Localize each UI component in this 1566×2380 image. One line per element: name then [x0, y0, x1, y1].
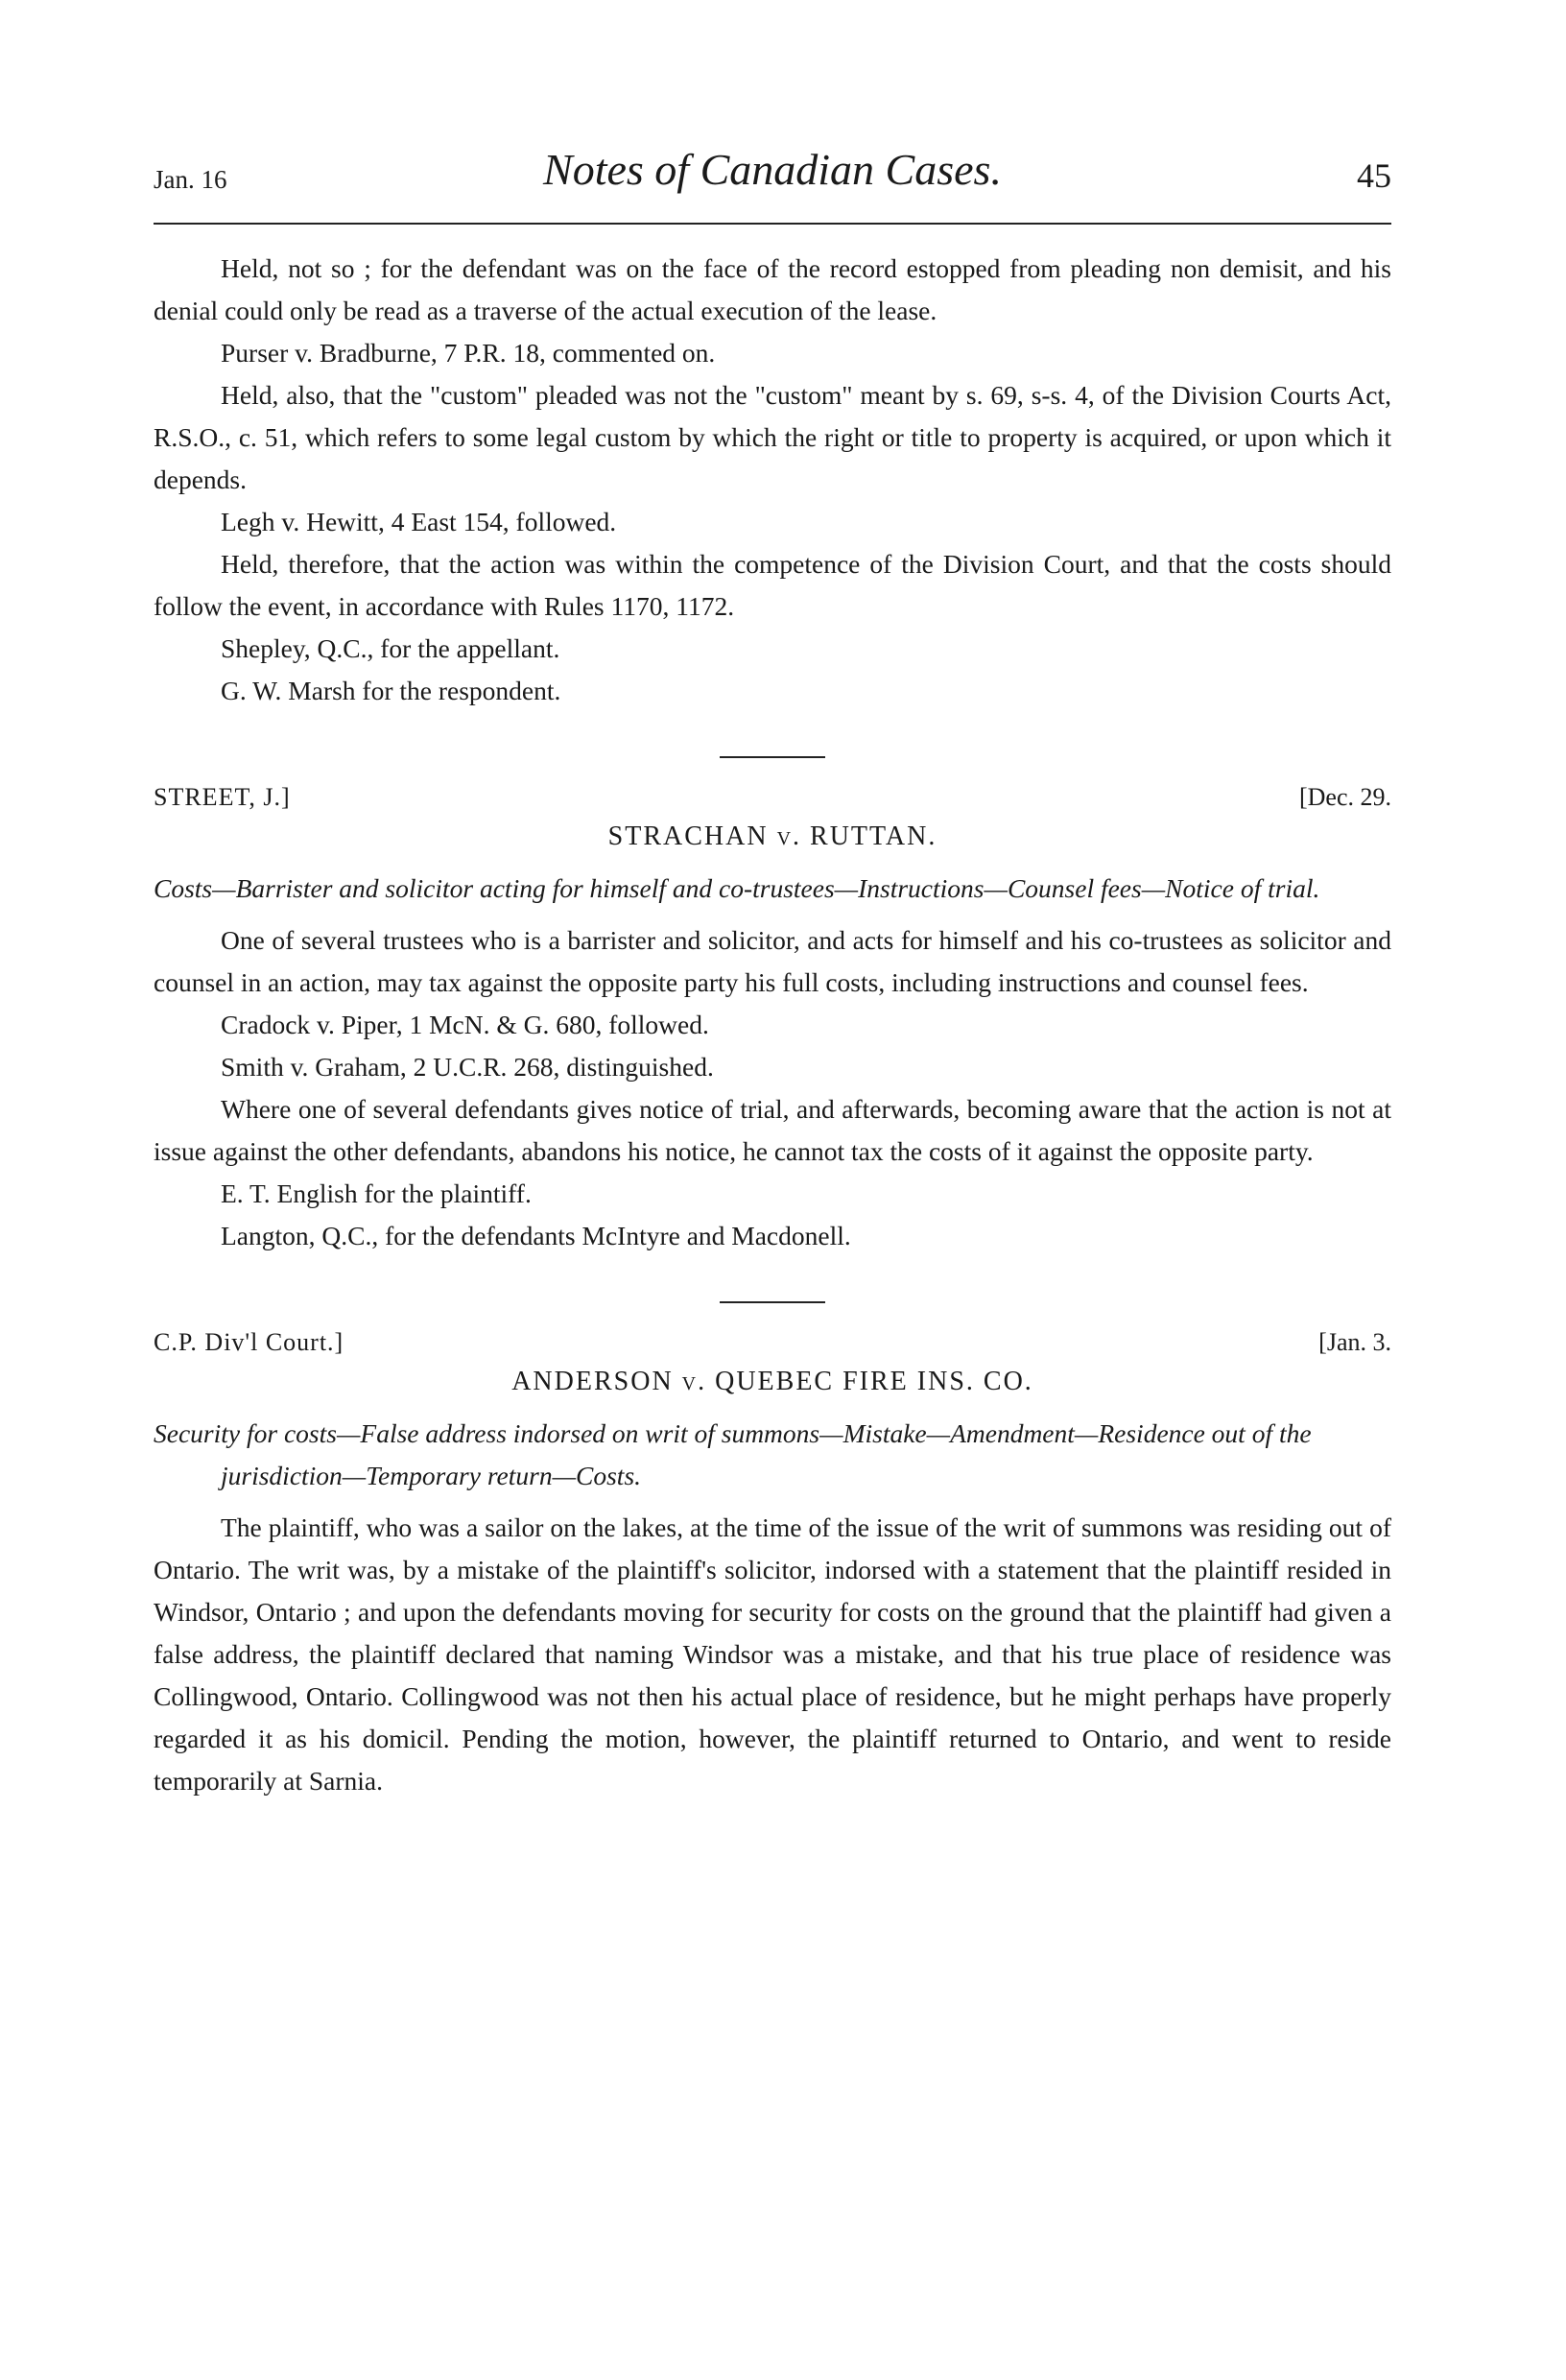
holding-paragraph: Held, not so ; for the defendant was on the face of the record estopped from pleading non demisit, and his denial could only be read as a traverse of the actual execution of the lease. [154, 253, 1391, 325]
counsel-line: Shepley, Q.C., for the appellant. [221, 633, 560, 663]
case-title: STRACHAN v. RUTTAN. [607, 821, 937, 851]
case-title: ANDERSON v. QUEBEC FIRE INS. CO. [511, 1367, 1033, 1396]
page [154, 144, 1391, 1802]
page-title: Notes of Canadian Cases. [543, 145, 1002, 194]
case-header [154, 1328, 1391, 1367]
citation-line: Legh v. Hewitt, 4 East 154, followed. [221, 507, 617, 536]
issue-date: Jan. 16 [154, 165, 227, 194]
holding-paragraph: Where one of several defendants gives notice of trial, and afterwards, becoming aware that the action is not at issue against the other defendants, abandons his notice, he cannot tax the costs of it against the opposite party. [154, 1094, 1391, 1166]
section-divider [720, 1301, 825, 1303]
running-head [154, 144, 1391, 211]
catchwords: Costs—Barrister and solicitor acting for himself and co-trustees—Instructions—Counsel fees—Notice of trial. [154, 873, 1320, 903]
holding-paragraph: Held, also, that the "custom" pleaded was not the "custom" meant by s. 69, s-s. 4, of the Division Courts Act, R.S.O., c. 51, which refers to some legal custom by which the right or title to property is acquired, or upon which it depends. [154, 380, 1391, 494]
court-label: STREET, J.] [154, 783, 291, 811]
decision-date: [Jan. 3. [1318, 1328, 1391, 1356]
case-anderson-v-quebec [154, 1328, 1391, 1802]
counsel-line: G. W. Marsh for the respondent. [221, 676, 561, 705]
counsel-line: E. T. English for the plaintiff. [221, 1178, 532, 1208]
catchwords: Security for costs—False address indorsed on writ of summons—Mistake—Amendment—Residence out of the jurisdiction—Temporary return—Costs. [154, 1418, 1312, 1490]
header-rule [154, 223, 1391, 225]
case-header [154, 783, 1391, 821]
citation-line: Smith v. Graham, 2 U.C.R. 268, distinguished. [221, 1052, 714, 1082]
court-label: C.P. Div'l Court.] [154, 1328, 344, 1356]
facts-paragraph: The plaintiff, who was a sailor on the lakes, at the time of the issue of the writ of summons was residing out of Ontario. The writ was, by a mistake of the plaintiff's solicitor, indorsed with a statement that the plaintiff resided in Windsor, Ontario ; and upon the defendants moving for security for costs on the ground that the plaintiff had given a false address, the plaintiff declared that naming Windsor was a mistake, and that his true place of residence was Collingwood, Ontario. Collingwood was not then his actual place of residence, but he might perhaps have properly regarded it as his domicil. Pending the motion, however, the plaintiff returned to Ontario, and went to reside temporarily at Sarnia. [154, 1512, 1391, 1796]
citation-line: Cradock v. Piper, 1 McN. & G. 680, followed. [221, 1010, 709, 1039]
decision-date: [Dec. 29. [1298, 783, 1391, 811]
case-continuation [154, 248, 1391, 712]
counsel-line: Langton, Q.C., for the defendants McIntyre and Macdonell. [221, 1221, 851, 1250]
citation-line: Purser v. Bradburne, 7 P.R. 18, commented on. [221, 338, 716, 368]
case-strachan-v-ruttan [154, 783, 1391, 1257]
holding-paragraph: One of several trustees who is a barrister and solicitor, and acts for himself and his co-trustees as solicitor and counsel in an action, may tax against the opposite party his full costs, including instructions and counsel fees. [154, 925, 1391, 997]
holding-paragraph: Held, therefore, that the action was within the competence of the Division Court, and that the costs should follow the event, in accordance with Rules 1170, 1172. [154, 549, 1391, 621]
page-number: 45 [1357, 156, 1391, 195]
section-divider [720, 756, 825, 758]
